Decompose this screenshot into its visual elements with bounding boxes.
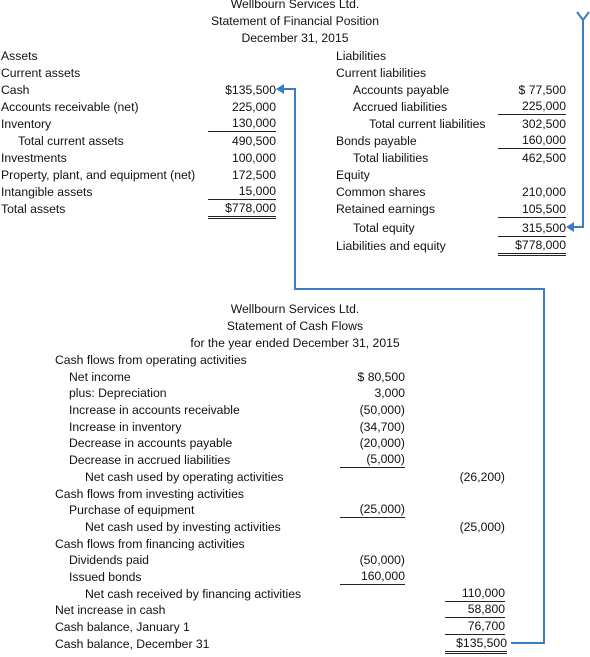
total-liabilities-value: 462,500 (521, 151, 566, 165)
net-op-label: Net cash used by operating activities (85, 470, 284, 484)
ppe-value: 172,500 (231, 168, 276, 182)
accrued-label: Accrued liabilities (353, 100, 448, 114)
common-label: Common shares (336, 185, 426, 199)
equity-heading: Equity (336, 168, 370, 182)
inc-inv-label: Increase in inventory (69, 420, 182, 434)
issued-bonds-value: 160,000 (340, 568, 405, 585)
ppe-label: Property, plant, and equipment (net) (1, 168, 196, 182)
tca-value: 490,500 (231, 134, 276, 148)
equity-link-arrowhead (566, 222, 574, 232)
net-fin-value: 110,000 (445, 585, 505, 602)
common-value: 210,000 (521, 185, 566, 199)
sfp-date: December 31, 2015 (241, 31, 349, 45)
cash-link-arrowhead (276, 84, 284, 94)
total-assets-value: $778,000 (208, 200, 276, 219)
dec-accr-label: Decrease in accrued liabilities (69, 453, 231, 467)
ap-label: Accounts payable (353, 83, 450, 97)
equity-link-arrow (571, 20, 583, 227)
inc-inv-value: (34,700) (359, 420, 405, 434)
sfp-company: Wellbourn Services Ltd. (230, 0, 360, 11)
depr-value: 3,000 (374, 386, 405, 400)
equity-link-tail (577, 12, 589, 20)
dec-ap-label: Decrease in accounts payable (69, 436, 233, 450)
bal-dec-value: $135,500 (445, 635, 507, 654)
investments-value: 100,000 (231, 151, 276, 165)
intangible-value: 15,000 (208, 183, 276, 200)
investments-label: Investments (1, 151, 67, 165)
net-inv-value: (25,000) (459, 520, 505, 534)
bonds-value: 160,000 (498, 132, 566, 149)
fin-heading: Cash flows from financing activities (55, 537, 245, 551)
bal-dec-label: Cash balance, December 31 (55, 637, 210, 651)
div-value: (50,000) (359, 553, 405, 567)
cash-value: $135,500 (225, 83, 276, 97)
total-liabilities-label: Total liabilities (353, 151, 429, 165)
net-inv-label: Net cash used by investing activities (85, 520, 281, 534)
dec-ap-value: (20,000) (359, 436, 405, 450)
dec-accr-value: (5,000) (340, 451, 405, 468)
purchase-value: (25,000) (340, 501, 405, 518)
bonds-label: Bonds payable (336, 134, 417, 148)
bal-jan-label: Cash balance, January 1 (55, 620, 190, 634)
total-equity-value: 315,500 (498, 220, 566, 237)
cash-link-arrow (281, 89, 544, 643)
issued-bonds-label: Issued bonds (69, 570, 142, 584)
bal-jan-value: 76,700 (445, 618, 505, 635)
inv-heading: Cash flows from investing activities (55, 487, 244, 501)
tcl-label: Total current liabilities (369, 117, 486, 131)
total-assets-label: Total assets (1, 202, 66, 216)
tcl-value: 302,500 (521, 117, 566, 131)
retained-label: Retained earnings (336, 202, 435, 216)
tca-label: Total current assets (18, 134, 124, 148)
assets-heading: Assets (1, 49, 38, 63)
scf-title: Statement of Cash Flows (226, 319, 364, 333)
sfp-title: Statement of Financial Position (210, 14, 379, 28)
net-income-value: $ 80,500 (357, 370, 405, 384)
scf-period: for the year ended December 31, 2015 (190, 336, 400, 350)
current-liabilities-heading: Current liabilities (336, 66, 427, 80)
div-label: Dividends paid (69, 553, 149, 567)
inventory-label: Inventory (1, 117, 52, 131)
accrued-value: 225,000 (498, 98, 566, 115)
retained-value: 105,500 (498, 201, 566, 218)
scf-company: Wellbourn Services Ltd. (230, 302, 360, 316)
ar-label: Accounts receivable (net) (1, 100, 139, 114)
net-increase-label: Net increase in cash (55, 603, 166, 617)
inc-ar-label: Increase in accounts receivable (69, 403, 240, 417)
net-fin-label: Net cash received by financing activities (85, 587, 302, 601)
depr-label: plus: Depreciation (69, 386, 167, 400)
purchase-label: Purchase of equipment (69, 503, 195, 517)
net-op-value: (26,200) (459, 470, 505, 484)
ar-value: 225,000 (231, 100, 276, 114)
current-assets-heading: Current assets (1, 66, 81, 80)
net-increase-value: 58,800 (445, 601, 505, 618)
total-equity-label: Total equity (353, 221, 415, 235)
le-value: $778,000 (498, 237, 566, 256)
inventory-value: 130,000 (208, 115, 276, 132)
inc-ar-value: (50,000) (359, 403, 405, 417)
le-label: Liabilities and equity (336, 239, 446, 253)
ap-value: $ 77,500 (518, 83, 566, 97)
op-heading: Cash flows from operating activities (55, 353, 247, 367)
cash-label: Cash (1, 83, 30, 97)
intangible-label: Intangible assets (1, 185, 93, 199)
liabilities-heading: Liabilities (336, 49, 387, 63)
net-income-label: Net income (69, 370, 131, 384)
